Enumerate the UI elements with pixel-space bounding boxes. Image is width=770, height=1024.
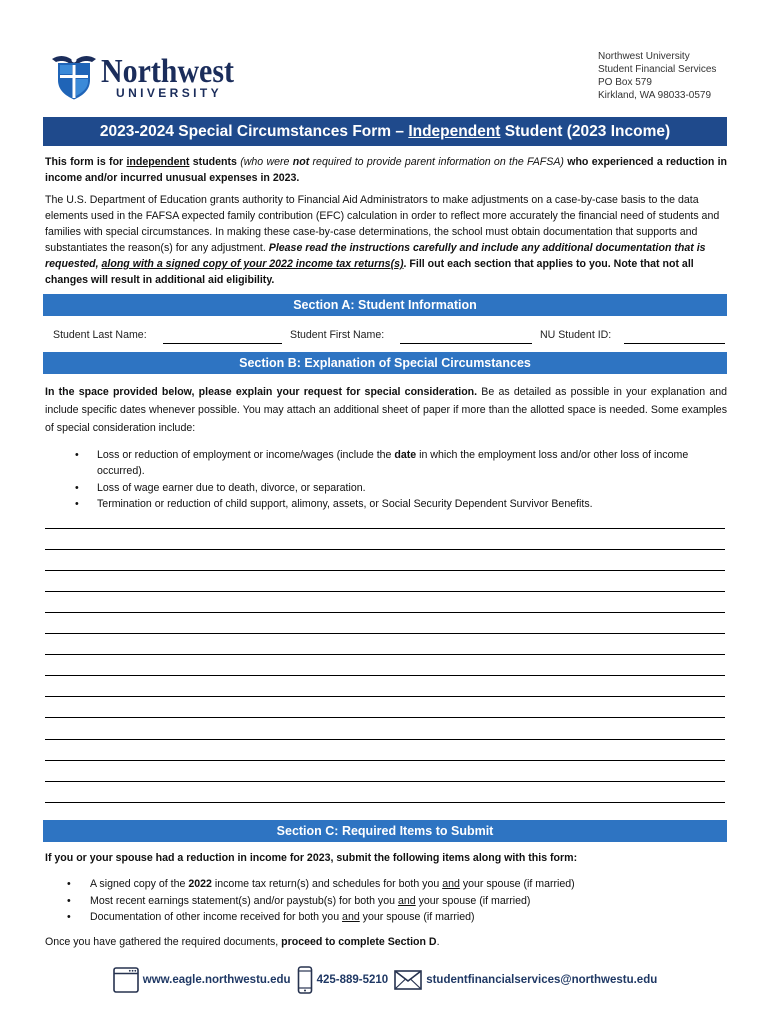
intro-lead: This form is for — [45, 156, 127, 168]
authority-paragraph — [45, 192, 727, 288]
section-b-prompt — [45, 383, 727, 437]
example-2-text: Loss of wage earner due to death, divorce, or separation. — [97, 481, 366, 494]
intro-students: students — [189, 156, 241, 168]
shield-cross-horizontal — [60, 75, 88, 78]
required-items-list — [45, 876, 725, 926]
logo-wordmark: Northwest — [101, 53, 234, 90]
example-1-before: Loss or reduction of employment or income/wages (include the — [97, 449, 395, 461]
intro-aside-not: not — [292, 156, 310, 168]
bullet-icon — [75, 480, 79, 496]
bullet-icon — [67, 909, 71, 926]
example-1-bold: date — [394, 449, 417, 461]
email-link[interactable]: studentfinancialservices@northwestu.edu — [426, 974, 658, 986]
prompt-rest: Be as detailed as possible in your explanation and include specific dates whenever possible. You may attach an additional sheet of paper if more than the allotted space is needed. Some examples of special consideration include: — [45, 386, 727, 434]
contact-footer — [0, 966, 770, 994]
intro-tail: who experienced a reduction in income and/or incurred unusual expenses in 2023. — [45, 156, 728, 184]
title-prefix: 2023-2024 Special Circumstances Form – — [99, 123, 409, 140]
last-name-field[interactable] — [163, 329, 282, 344]
list-item — [45, 480, 717, 496]
bullet-icon — [75, 447, 79, 463]
intro-independent: independent — [126, 156, 190, 168]
title-suffix: Student (2023 Income) — [500, 123, 671, 140]
phone-number[interactable]: 425-889-5210 — [316, 974, 389, 986]
explanation-line[interactable] — [45, 697, 725, 718]
example-3-text: Termination or reduction of child support, alimony, assets, or Social Security Dependent Survivor Benefits. — [97, 498, 593, 511]
section-c-heading: Section C: Required Items to Submit — [43, 820, 727, 842]
item-1-part-3: your spouse (if married) — [459, 878, 575, 890]
shield-quadrant-top — [60, 65, 72, 74]
explanation-line[interactable] — [45, 592, 725, 613]
form-title — [43, 117, 727, 146]
item-1-and: and — [442, 878, 460, 890]
list-item — [45, 876, 725, 893]
explanation-line[interactable] — [45, 508, 725, 529]
explanation-line[interactable] — [45, 740, 725, 761]
item-3-part-3: your spouse (if married) — [359, 911, 475, 923]
item-2-and: and — [397, 894, 416, 907]
title-emphasis: Independent — [408, 123, 501, 140]
address-line-3: PO Box 579 — [598, 77, 652, 88]
explanation-line[interactable] — [45, 634, 725, 655]
first-name-label: Student First Name: — [290, 329, 385, 341]
authority-tax-returns: along with a signed copy of your 2022 income tax returns(s) — [101, 258, 404, 270]
explanation-line[interactable] — [45, 718, 725, 739]
list-item — [45, 909, 725, 926]
section-c-closing — [45, 934, 727, 950]
list-item — [45, 893, 725, 910]
university-logo — [50, 48, 240, 104]
item-1-part-2: income tax return(s) and schedules for both you — [211, 878, 443, 890]
explanation-line[interactable] — [45, 676, 725, 697]
phone-icon — [297, 966, 313, 994]
logo-subtitle: UNIVERSITY — [116, 86, 223, 100]
explanation-line[interactable] — [45, 571, 725, 592]
item-1-part-1: A signed copy of the — [90, 878, 189, 890]
envelope-icon — [394, 970, 422, 990]
list-item — [45, 447, 717, 480]
first-name-field[interactable] — [400, 329, 532, 344]
authority-instruction: Please read the instructions carefully and include any additional documentation that is requested, — [45, 242, 706, 270]
explanation-line[interactable] — [45, 761, 725, 782]
address-line-1: Northwest University — [598, 51, 690, 62]
shield-cross-vertical — [73, 65, 76, 98]
item-3-and: and — [342, 911, 360, 923]
explanation-line[interactable] — [45, 550, 725, 571]
explanation-lines — [45, 508, 725, 803]
eagle-head — [72, 58, 77, 63]
intro-aside-open: (who were — [240, 156, 293, 168]
closing-end: . — [436, 936, 440, 948]
section-c-lead: If you or your spouse had a reduction in income for 2023, submit the following items along with this form: — [45, 852, 578, 864]
last-name-label: Student Last Name: — [53, 329, 147, 341]
item-2-part-3: your spouse (if married) — [415, 894, 531, 907]
bullet-icon — [67, 876, 71, 893]
authority-closing: . Fill out each section that applies to you. Note that not all changes will result in additional aid eligibility. — [45, 258, 694, 286]
bullet-icon — [67, 893, 71, 910]
intro-aside-close: required to provide parent information on the FAFSA) — [309, 156, 564, 168]
item-1-year: 2022 — [188, 878, 212, 890]
item-3-part-1: Documentation of other income received for both you — [90, 911, 343, 923]
student-id-label: NU Student ID: — [540, 329, 612, 341]
authority-body: The U.S. Department of Education grants authority to Financial Aid Administrators to make adjustments on a case-by-case basis to the data elements used in the FAFSA expected family contribution (EFC) calculation in order to reflect more accurately the financial need of students and families with special circumstances. In making these case-by-case determinations, the school must obtain documentation that supports and substantiates the reason(s) for any adjustment. — [45, 194, 720, 254]
prompt-bold: In the space provided below, please explain your request for special consideration. — [45, 386, 478, 398]
section-a-heading: Section A: Student Information — [43, 294, 727, 316]
example-1-after: in which the employment loss and/or other loss of income occurred). — [97, 449, 689, 478]
website-link[interactable]: www.eagle.northwestu.edu — [142, 974, 291, 986]
explanation-line[interactable] — [45, 782, 725, 803]
explanation-line[interactable] — [45, 529, 725, 550]
item-2-part-1: Most recent earnings statement(s) and/or paystub(s) for both you — [90, 894, 398, 907]
intro-paragraph — [45, 154, 727, 186]
explanation-line[interactable] — [45, 613, 725, 634]
closing-bold: proceed to complete Section D — [281, 936, 437, 948]
closing-lead: Once you have gathered the required documents, — [45, 936, 282, 948]
shield-eagle-icon — [52, 52, 96, 100]
address-line-2: Student Financial Services — [598, 64, 717, 75]
address-line-4: Kirkland, WA 98033-0579 — [598, 90, 712, 101]
student-id-field[interactable] — [624, 329, 725, 344]
section-b-heading: Section B: Explanation of Special Circumstances — [43, 352, 727, 374]
explanation-line[interactable] — [45, 655, 725, 676]
mailing-address — [598, 50, 716, 102]
browser-window-icon — [113, 967, 139, 993]
examples-list — [45, 447, 717, 513]
